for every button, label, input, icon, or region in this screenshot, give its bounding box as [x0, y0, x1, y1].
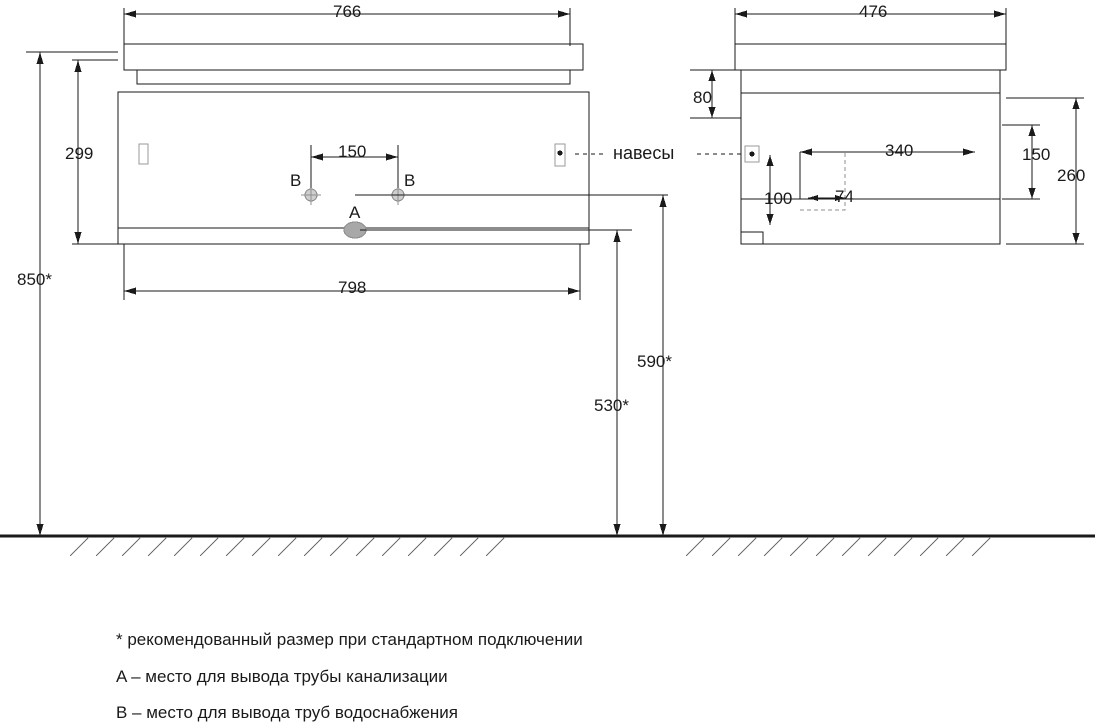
- dim-label-260: 260: [1057, 166, 1086, 185]
- marker-label-a: A: [349, 203, 361, 222]
- dim-label-530: 530*: [594, 396, 629, 415]
- dim-label-340: 340: [885, 141, 914, 160]
- dim-590: [355, 195, 668, 536]
- front-countertop: [124, 44, 583, 70]
- legend-note-star: * рекомендованный размер при стандартном подключении: [116, 630, 583, 649]
- marker-label-b-right: B: [404, 171, 416, 190]
- dim-label-150-front: 150: [338, 142, 367, 161]
- side-countertop: [735, 44, 1006, 70]
- dim-label-150-side: 150: [1022, 145, 1051, 164]
- front-countertop-underside: [124, 70, 583, 84]
- side-cabinet-body: [741, 70, 1000, 244]
- dim-label-100: 100: [764, 189, 793, 208]
- legend-note-a: A – место для вывода трубы канализации: [116, 667, 448, 686]
- dim-label-590: 590*: [637, 352, 672, 371]
- front-left-hanger-mark: [139, 144, 148, 164]
- legend-note-b: B – место для вывода труб водоснабжения: [116, 703, 458, 722]
- dim-label-766: 766: [333, 2, 362, 21]
- side-bottom-foot: [741, 232, 1000, 244]
- dim-850: [26, 52, 118, 536]
- dim-label-850: 850*: [17, 270, 52, 289]
- dim-label-476: 476: [859, 2, 888, 21]
- dim-label-299: 299: [65, 144, 94, 163]
- hangers-label: навесы: [613, 143, 675, 163]
- dim-530: [360, 230, 632, 536]
- floor-hatch: [70, 538, 990, 556]
- dim-label-798: 798: [338, 278, 367, 297]
- marker-label-b-left: B: [290, 171, 302, 190]
- dim-label-74: 74: [835, 187, 854, 206]
- side-hanger-dot: [749, 151, 754, 156]
- front-right-hanger-dot: [557, 150, 562, 155]
- dim-label-80: 80: [693, 88, 712, 107]
